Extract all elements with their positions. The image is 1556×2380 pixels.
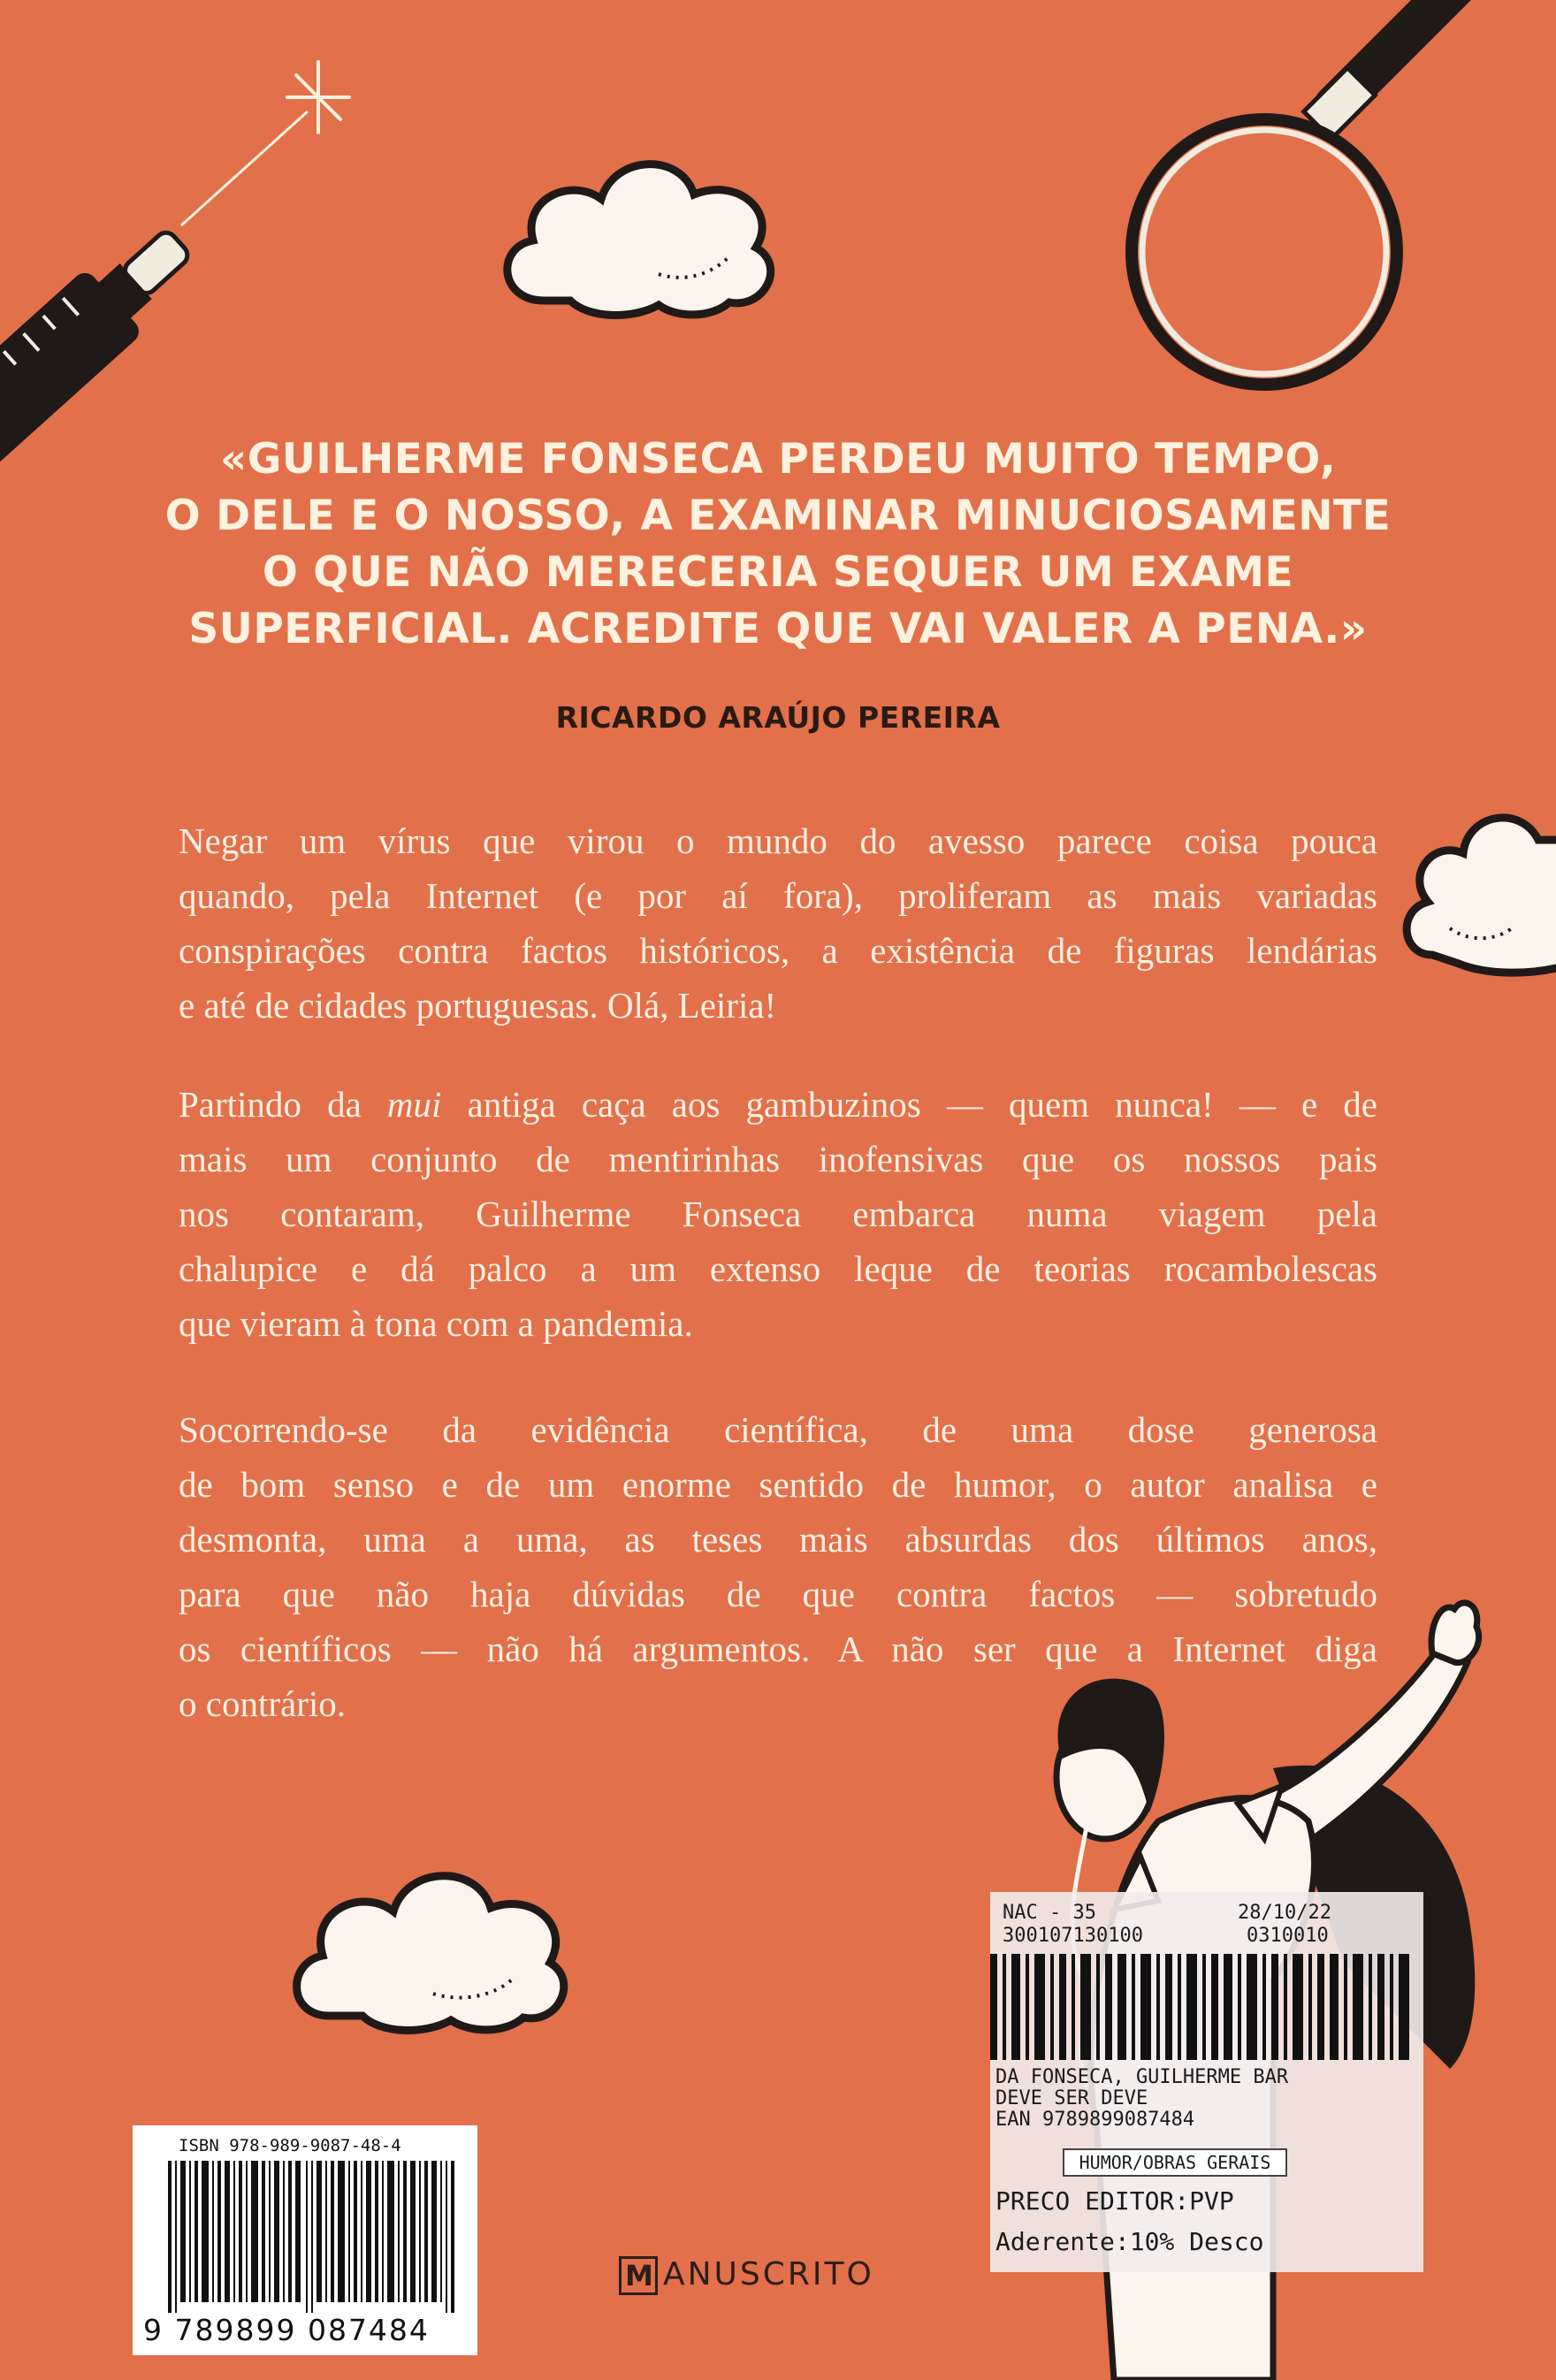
syringe-needle bbox=[181, 111, 308, 225]
cloud-icon bbox=[1397, 778, 1556, 981]
sticker-code: NAC - 35 bbox=[1003, 1902, 1096, 1924]
barcode-icon bbox=[168, 2161, 460, 2313]
sticker-ean: EAN 9789899087484 bbox=[995, 2109, 1195, 2131]
blurb-text: Partindo da bbox=[179, 1084, 387, 1125]
quote-author: RICARDO ARAÚJO PEREIRA bbox=[555, 700, 1001, 735]
sticker-category: HUMOR/OBRAS GERAIS bbox=[1063, 2148, 1287, 2177]
publisher-name: ANUSCRITO bbox=[663, 2256, 874, 2292]
publisher-mark-icon bbox=[619, 2256, 658, 2295]
magnifier-lens bbox=[1132, 119, 1397, 385]
quote-line: «GUILHERME FONSECA PERDEU MUITO TEMPO, bbox=[219, 435, 1337, 484]
blurb-line: o contrário. bbox=[179, 1683, 346, 1724]
blurb-line: para que não haja dúvidas de que contra factos — sobretudo bbox=[179, 1574, 1377, 1614]
blurb-line: que vieram à tona com a pandemia. bbox=[179, 1303, 693, 1344]
sticker-title-line: DEVE SER DEVE bbox=[995, 2087, 1148, 2109]
blurb-paragraph-1 bbox=[179, 813, 1377, 1033]
blurb-line: nos contaram, Guilherme Fonseca embarca numa viagem pela bbox=[179, 1194, 1377, 1234]
sticker-number: 300107130100 bbox=[1003, 1925, 1143, 1947]
blurb-italic-word: mui bbox=[386, 1084, 442, 1125]
figure-hand bbox=[1431, 1603, 1479, 1663]
sticker-barcode-icon bbox=[990, 1954, 1423, 2060]
sticker-number-right: 0310010 bbox=[1247, 1925, 1329, 1947]
blurb-paragraph-2 bbox=[179, 1077, 1377, 1351]
quote-line: O DELE E O NOSSO, A EXAMINAR MINUCIOSAMENTE bbox=[164, 492, 1392, 540]
sticker-title-line: DA FONSECA, GUILHERME BAR bbox=[995, 2066, 1289, 2088]
sticker-date: 28/10/22 bbox=[1238, 1902, 1331, 1924]
quote-line: SUPERFICIAL. ACREDITE QUE VAI VALER A PENA.» bbox=[188, 605, 1368, 653]
blurb-line: desmonta, uma a uma, as teses mais absurdas dos últimos anos, bbox=[179, 1519, 1377, 1560]
blurb-line: de bom senso e de um enorme sentido de humor, o autor analisa e bbox=[179, 1464, 1377, 1505]
sticker-discount: Aderente:10% Desco bbox=[995, 2227, 1264, 2256]
blurb-line: e até de cidades portuguesas. Olá, Leiria! bbox=[179, 985, 777, 1026]
isbn-label: ISBN 978-989-9087-48-4 bbox=[179, 2136, 401, 2155]
isbn-barcode-box bbox=[133, 2125, 477, 2355]
sticker-price-label: PRECO EDITOR:PVP bbox=[995, 2186, 1234, 2216]
price-sticker bbox=[990, 1892, 1423, 2272]
publisher-mark-letter: M bbox=[625, 2259, 653, 2292]
blurb-paragraph-3 bbox=[179, 1402, 1377, 1731]
blurb-line bbox=[179, 1077, 1377, 1132]
blurb-line: os científicos — não há argumentos. A não ser que a Internet diga bbox=[179, 1629, 1377, 1669]
blurb-line: quando, pela Internet (e por aí fora), proliferam as mais variadas bbox=[179, 875, 1377, 916]
blurb-line: mais um conjunto de mentirinhas inofensivas que os nossos pais bbox=[179, 1139, 1377, 1179]
cloud-icon bbox=[274, 1848, 584, 2042]
blurb-line: Socorrendo-se da evidência científica, de uma dose generosa bbox=[179, 1409, 1377, 1450]
magnifying-glass-icon bbox=[1043, 0, 1556, 416]
cloud-icon bbox=[482, 141, 791, 327]
isbn-digits: 9 789899 087484 bbox=[143, 2313, 430, 2347]
blurb-line: chalupice e dá palco a um extenso leque de teorias rocambolescas bbox=[179, 1248, 1377, 1289]
quote-line: O QUE NÃO MERECERIA SEQUER UM EXAME bbox=[262, 548, 1294, 597]
blurb-line: conspirações contra factos históricos, a existência de figuras lendárias bbox=[179, 930, 1377, 971]
blurb-line: Negar um vírus que virou o mundo do avesso parece coisa pouca bbox=[179, 820, 1377, 861]
blurb-text: antiga caça aos gambuzinos — quem nunca! — e de bbox=[441, 1084, 1377, 1125]
endorsement-quote bbox=[133, 431, 1423, 658]
